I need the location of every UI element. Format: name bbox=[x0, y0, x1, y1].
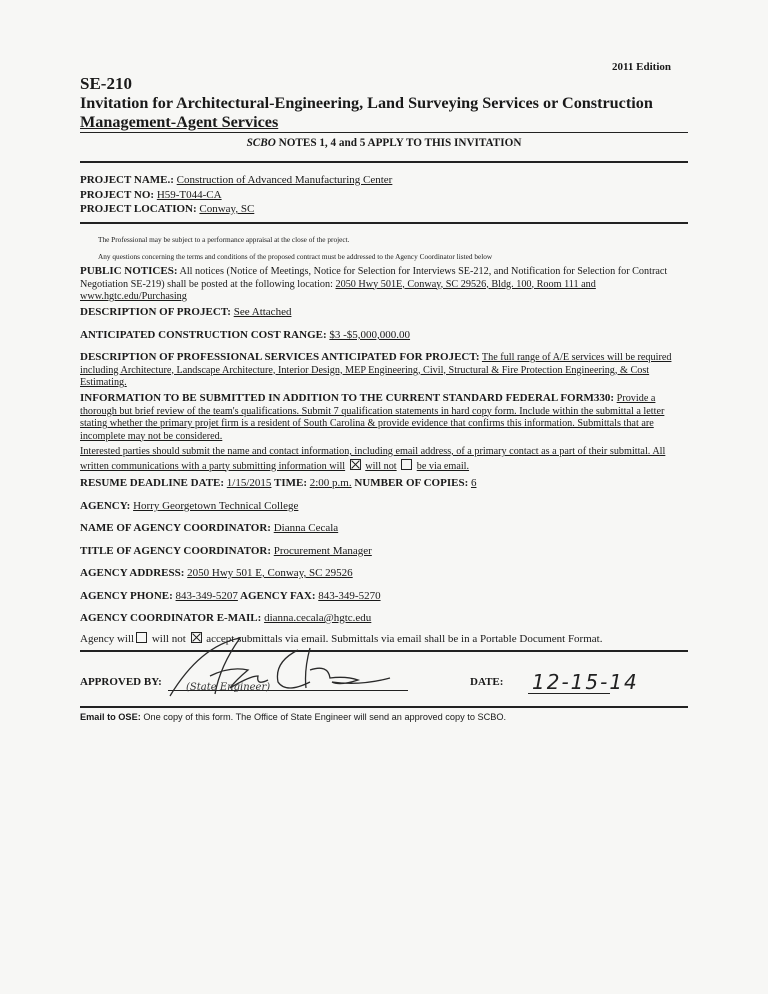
state-engineer-caption: (State Engineer) bbox=[186, 682, 271, 693]
project-name-field bbox=[80, 174, 392, 187]
information-label: INFORMATION TO BE SUBMITTED IN ADDITION TO THE CURRENT STANDARD FEDERAL FORM330: bbox=[80, 392, 615, 404]
date-value: 12-15-14 bbox=[532, 670, 639, 694]
project-location-value: Conway, SC bbox=[199, 203, 255, 215]
appraisal-note: The Professional may be subject to a performance appraisal at the close of the project. bbox=[98, 235, 350, 244]
coordinator-title-value: Procurement Manager bbox=[273, 545, 372, 557]
coordinator-value: Dianna Cecala bbox=[273, 522, 339, 534]
date-line bbox=[528, 693, 610, 694]
project-divider bbox=[80, 222, 688, 224]
phone-label: AGENCY PHONE: bbox=[80, 590, 173, 602]
resume-deadline-value: 1/15/2015 bbox=[226, 477, 272, 489]
scbo-italic: SCBO bbox=[246, 137, 276, 149]
resume-time-label: TIME: bbox=[273, 477, 307, 489]
will-checkbox[interactable] bbox=[350, 459, 361, 470]
date-label: DATE: bbox=[470, 676, 504, 688]
contact-text: Interested parties should submit the name and contact information, including email address, of a primary contact as a part of their submittal. All written communications with a party submitting information will bbox=[80, 446, 666, 472]
form-number: SE-210 bbox=[80, 74, 132, 93]
agency-will-checkbox[interactable] bbox=[136, 632, 147, 643]
project-name-value: Construction of Advanced Manufacturing Center bbox=[176, 174, 393, 186]
contact-via-email: be via email. bbox=[416, 460, 470, 472]
cost-label: ANTICIPATED CONSTRUCTION COST RANGE: bbox=[80, 329, 327, 341]
address-label: AGENCY ADDRESS: bbox=[80, 567, 185, 579]
phone-value: 843-349-5207 bbox=[175, 590, 238, 602]
fax-value: 843-349-5270 bbox=[318, 590, 381, 602]
description-field bbox=[80, 306, 291, 319]
email-field bbox=[80, 612, 371, 625]
coordinator-field bbox=[80, 522, 338, 535]
services-label: DESCRIPTION OF PROFESSIONAL SERVICES ANTICIPATED FOR PROJECT: bbox=[80, 351, 480, 363]
project-no-value: H59-T044-CA bbox=[156, 189, 222, 201]
title-divider bbox=[80, 132, 688, 133]
agency-value: Horry Georgetown Technical College bbox=[133, 500, 299, 512]
form-title-line2: Management-Agent Services bbox=[80, 113, 279, 131]
resume-copies-value: 6 bbox=[470, 477, 477, 489]
address-field bbox=[80, 567, 353, 580]
email-label: AGENCY COORDINATOR E-MAIL: bbox=[80, 612, 262, 624]
description-label: DESCRIPTION OF PROJECT: bbox=[80, 306, 231, 318]
approval-bottom-divider bbox=[80, 706, 688, 708]
public-notices-location: 2050 Hwy 501E, Conway, SC 29526, Bldg. 100, Room 111 and www.hgtc.edu/Purchasing bbox=[80, 278, 596, 302]
coordinator-title-field bbox=[80, 545, 372, 558]
edition-label: 2011 Edition bbox=[612, 61, 671, 73]
approved-label: APPROVED BY: bbox=[80, 676, 162, 688]
services-value: The full range of A/E services will be required including Architecture, Landscape Architecture, Interior Design, MEP Engineering, Civil, Structural & Fire Protection Engineering, & Cost Estimating. bbox=[80, 352, 672, 388]
resume-field bbox=[80, 477, 476, 490]
cost-field bbox=[80, 329, 410, 342]
resume-copies-label: NUMBER OF COPIES: bbox=[354, 477, 469, 489]
will-not-checkbox[interactable] bbox=[401, 459, 412, 470]
services-block bbox=[80, 351, 688, 390]
form-title bbox=[80, 94, 720, 132]
scbo-notice bbox=[0, 137, 768, 149]
phone-fax-field bbox=[80, 590, 381, 603]
agency-will-not-text: will not bbox=[151, 633, 186, 645]
scbo-rest: NOTES 1, 4 and 5 APPLY TO THIS INVITATION bbox=[275, 137, 522, 149]
footer-text: One copy of this form. The Office of State Engineer will send an approved copy to SCBO. bbox=[140, 712, 507, 722]
contact-block bbox=[80, 446, 688, 473]
public-notices-text: All notices (Notice of Meetings, Notice for Selection for Interviews SE-212, and Notification for Selection for Contract Negotiation SE-219) shall be posted at the following location: bbox=[80, 266, 668, 290]
form-title-line1: Invitation for Architectural-Engineering, Land Surveying Services or Construction bbox=[80, 94, 653, 112]
public-notices bbox=[80, 265, 688, 304]
address-value: 2050 Hwy 501 E, Conway, SC 29526 bbox=[187, 567, 353, 579]
project-location-label: PROJECT LOCATION: bbox=[80, 203, 197, 215]
coordinator-label: NAME OF AGENCY COORDINATOR: bbox=[80, 522, 271, 534]
signature-icon bbox=[160, 636, 400, 702]
agency-field bbox=[80, 500, 298, 513]
project-no-label: PROJECT NO: bbox=[80, 189, 155, 201]
contact-will-not: will not bbox=[365, 460, 397, 472]
cost-value: $3 -$5,000,000.00 bbox=[329, 329, 411, 341]
information-value: Provide a thorough but brief review of the team's qualifications. Submit 7 qualification statements in hard copy form. Include within the submittal a letter stating whether the primary projet firm is a resident of South Carolina & provide evidence that confirms this information. Submittals that are incomplete may not be considered. bbox=[80, 393, 665, 442]
project-name-label: PROJECT NAME.: bbox=[80, 174, 174, 186]
description-value: See Attached bbox=[233, 306, 292, 318]
footer-note bbox=[80, 712, 506, 722]
resume-time-value: 2:00 p.m. bbox=[309, 477, 352, 489]
information-block bbox=[80, 392, 688, 443]
project-location-field bbox=[80, 203, 254, 216]
coordinator-title-label: TITLE OF AGENCY COORDINATOR: bbox=[80, 545, 271, 557]
fax-label: AGENCY FAX: bbox=[240, 590, 316, 602]
agency-will-text: Agency will bbox=[80, 633, 135, 645]
scbo-divider bbox=[80, 161, 688, 163]
email-value: dianna.cecala@hgtc.edu bbox=[264, 612, 372, 624]
resume-deadline-label: RESUME DEADLINE DATE: bbox=[80, 477, 225, 489]
footer-bold: Email to OSE: bbox=[80, 712, 141, 722]
public-notices-label: PUBLIC NOTICES: bbox=[80, 265, 178, 277]
agency-label: AGENCY: bbox=[80, 500, 131, 512]
email-submittal-text: accept submittals via email. Submittals via email shall be in a Portable Document Format. bbox=[206, 633, 603, 645]
project-no-field bbox=[80, 189, 222, 202]
questions-note: Any questions concerning the terms and conditions of the proposed contract must be addressed to the Agency Coordinator listed below bbox=[98, 252, 493, 261]
